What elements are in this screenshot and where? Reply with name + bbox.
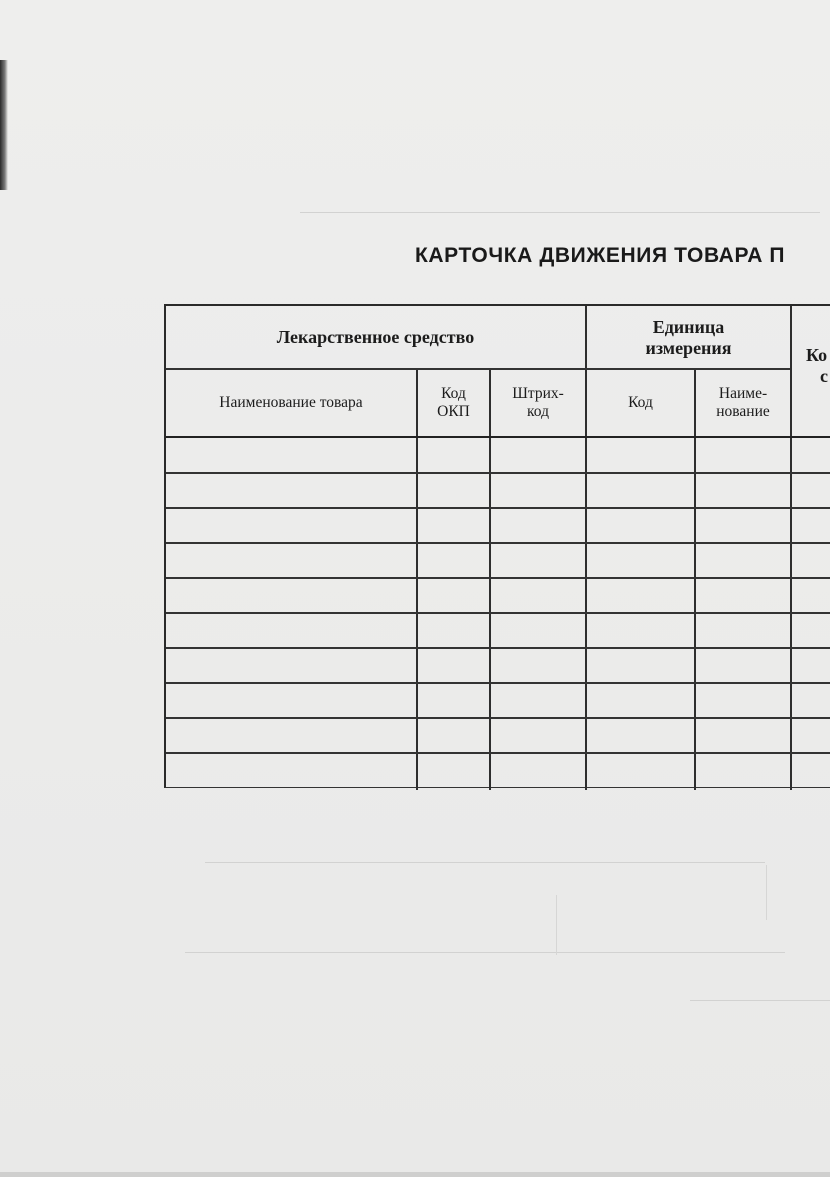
- cut-off-header-line1: Ко: [806, 345, 828, 366]
- row-line: [166, 507, 830, 509]
- okp-code-label-line1: Код: [441, 385, 466, 403]
- barcode-header: [491, 370, 585, 436]
- unit-name-label-line1: Наиме-: [718, 385, 768, 403]
- unit-group-label-line1: Единица: [652, 317, 725, 338]
- barcode-label-line2: код: [527, 403, 549, 420]
- unit-code-label: Код: [628, 394, 653, 412]
- unit-code-header: [587, 370, 694, 436]
- medicine-group-label: Лекарственное средство: [276, 326, 475, 347]
- cut-off-header-line2: с: [820, 366, 828, 386]
- document-title: КАРТОЧКА ДВИЖЕНИЯ ТОВАРА П: [415, 244, 786, 267]
- barcode-label-line1: Штрих-: [512, 385, 564, 403]
- stock-movement-table: [164, 304, 830, 788]
- header-bottom-line: [166, 436, 830, 438]
- cut-off-group-header: [806, 336, 830, 396]
- okp-code-header: [418, 370, 489, 436]
- okp-code-label-line2: ОКП: [437, 403, 470, 420]
- row-line: [166, 682, 830, 684]
- row-line: [166, 472, 830, 474]
- product-name-header: [166, 370, 416, 436]
- unit-name-header: [696, 370, 790, 436]
- row-line: [166, 647, 830, 649]
- row-line: [166, 717, 830, 719]
- product-name-label: Наименование товара: [219, 394, 363, 412]
- unit-group-label-line2: измерения: [645, 338, 732, 358]
- row-line: [166, 577, 830, 579]
- medicine-group-header: [166, 306, 585, 368]
- row-line: [166, 752, 830, 754]
- unit-group-header: [587, 308, 790, 368]
- row-line: [166, 542, 830, 544]
- row-line: [166, 612, 830, 614]
- unit-name-label-line2: нование: [716, 403, 770, 420]
